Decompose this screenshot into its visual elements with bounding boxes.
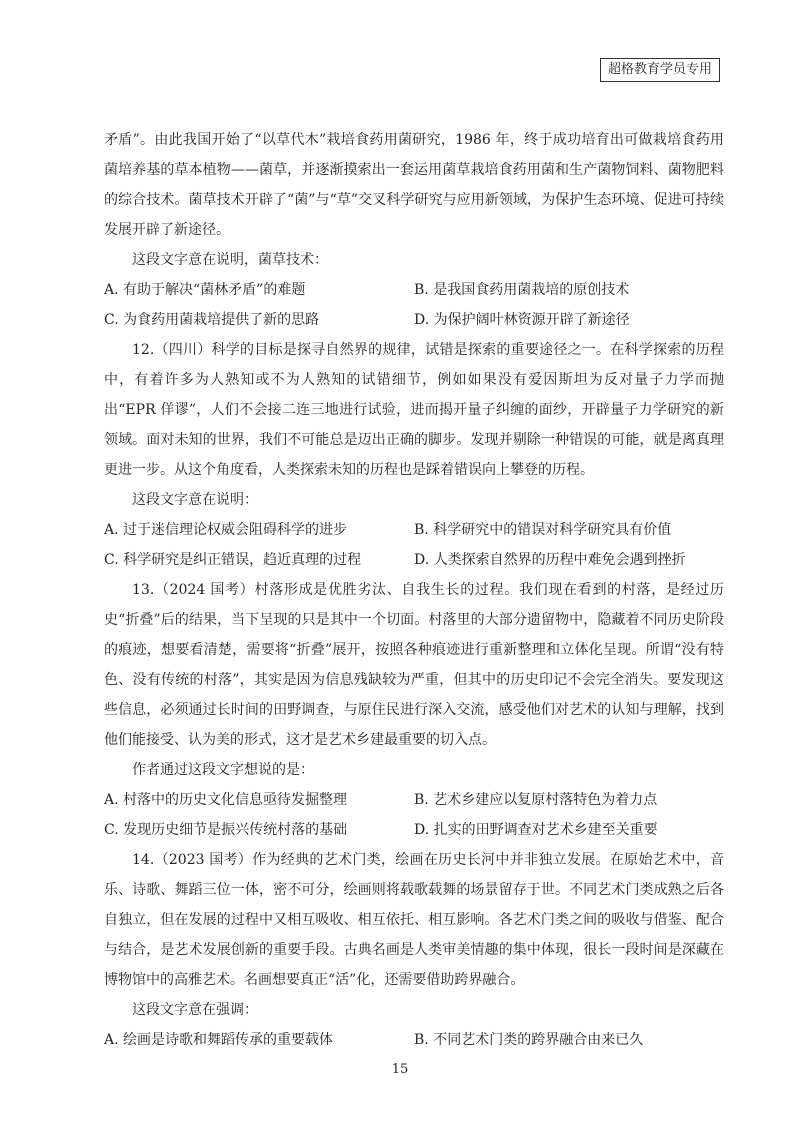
q12-option-d: D. 人类探索自然界的历程中难免会遇到挫折	[414, 552, 686, 568]
q13-options-row-2	[104, 815, 724, 845]
q11-question: 这段文字意在说明，菌草技术：	[132, 252, 328, 268]
q12-options-row-2	[104, 545, 724, 575]
q12-option-a: A. 过于迷信理论权威会阻碍科学的进步	[104, 522, 348, 538]
q14-option-b: B. 不同艺术门类的跨界融合由来已久	[414, 1032, 644, 1048]
q11-option-b: B. 是我国食药用菌栽培的原创技术	[414, 282, 630, 298]
page-number: 15	[391, 1062, 409, 1077]
q11-options-row-1	[104, 275, 724, 305]
q13-option-a: A. 村落中的历史文化信息亟待发掘整理	[104, 792, 348, 808]
q11-passage-end: 矛盾”。由此我国开始了“以草代木”栽培食药用菌研究，1986 年，终于成功培育出可做栽培食药用菌培养基的草本植物——菌草，并逐渐摸索出一套运用菌草栽培食药用菌和生产菌物饲料、菌物肥料的综合技术。菌草技术开辟了“菌”与“草”交叉科学研究与应用新领域，为保护生态环境、促进可持续发展开辟了新途径。	[104, 132, 724, 238]
q12-question: 这段文字意在说明：	[132, 492, 258, 508]
exclusive-use-badge: 超格教育学员专用	[600, 58, 720, 82]
q12-passage: 12.（四川）科学的目标是探寻自然界的规律，试错是探索的重要途径之一。在科学探索的历程中，有着许多为人熟知或不为人熟知的试错细节，例如如果没有爱因斯坦为反对量子力学而抛出“EPR 佯谬”，人们不会接二连三地进行试验，进而揭开量子纠缠的面纱，开辟量子力学研究的新领域。面对未知的世界，我们不可能总是迈出正确的脚步。发现并剔除一种错误的可能，就是离真理更进一步。从这个角度看，人类探索未知的历程也是踩着错误向上攀登的历程。	[104, 342, 724, 478]
q12-options-row-1	[104, 515, 724, 545]
q14-passage: 14.（2023 国考）作为经典的艺术门类，绘画在历史长河中并非独立发展。在原始艺术中，音乐、诗歌、舞蹈三位一体，密不可分，绘画则将载歌载舞的场景留存于世。不同艺术门类成熟之后各自独立，但在发展的过程中又相互吸收、相互依托、相互影响。各艺术门类之间的吸收与借鉴、配合与结合，是艺术发展创新的重要手段。古典名画是人类审美情趣的集中体现，很长一段时间是深藏在博物馆中的高雅艺术。名画想要真正“活”化，还需要借助跨界融合。	[104, 852, 724, 988]
q13-option-d: D. 扎实的田野调查对艺术乡建至关重要	[414, 822, 658, 838]
q13-options-row-1	[104, 785, 724, 815]
q13-option-b: B. 艺术乡建应以复原村落特色为着力点	[414, 792, 658, 808]
page-content	[104, 125, 724, 1055]
q13-question: 作者通过这段文字想说的是：	[132, 762, 314, 778]
q11-option-c: C. 为食药用菌栽培提供了新的思路	[104, 312, 320, 328]
q14-options-row-1	[104, 1025, 724, 1055]
q11-option-a: A. 有助于解决“菌林矛盾”的难题	[104, 282, 306, 298]
q13-option-c: C. 发现历史细节是振兴传统村落的基础	[104, 822, 348, 838]
q11-option-d: D. 为保护阔叶林资源开辟了新途径	[414, 312, 630, 328]
q12-option-c: C. 科学研究是纠正错误，趋近真理的过程	[104, 552, 362, 568]
q11-options-row-2	[104, 305, 724, 335]
q14-question: 这段文字意在强调：	[132, 1002, 258, 1018]
q14-option-a: A. 绘画是诗歌和舞蹈传承的重要载体	[104, 1032, 334, 1048]
q13-passage: 13.（2024 国考）村落形成是优胜劣汰、自我生长的过程。我们现在看到的村落，是经过历史“折叠”后的结果，当下呈现的只是其中一个切面。村落里的大部分遗留物中，隐藏着不同历史阶段的痕迹，想要看清楚，需要将“折叠”展开，按照各种痕迹进行重新整理和立体化呈现。所谓“没有特色、没有传统的村落”，其实是因为信息残缺较为严重，但其中的历史印记不会完全消失。要发现这些信息，必须通过长时间的田野调查，与原住民进行深入交流，感受他们对艺术的认知与理解，找到他们能接受、认为美的形式，这才是艺术乡建最重要的切入点。	[104, 582, 724, 748]
q12-option-b: B. 科学研究中的错误对科学研究具有价值	[414, 522, 672, 538]
